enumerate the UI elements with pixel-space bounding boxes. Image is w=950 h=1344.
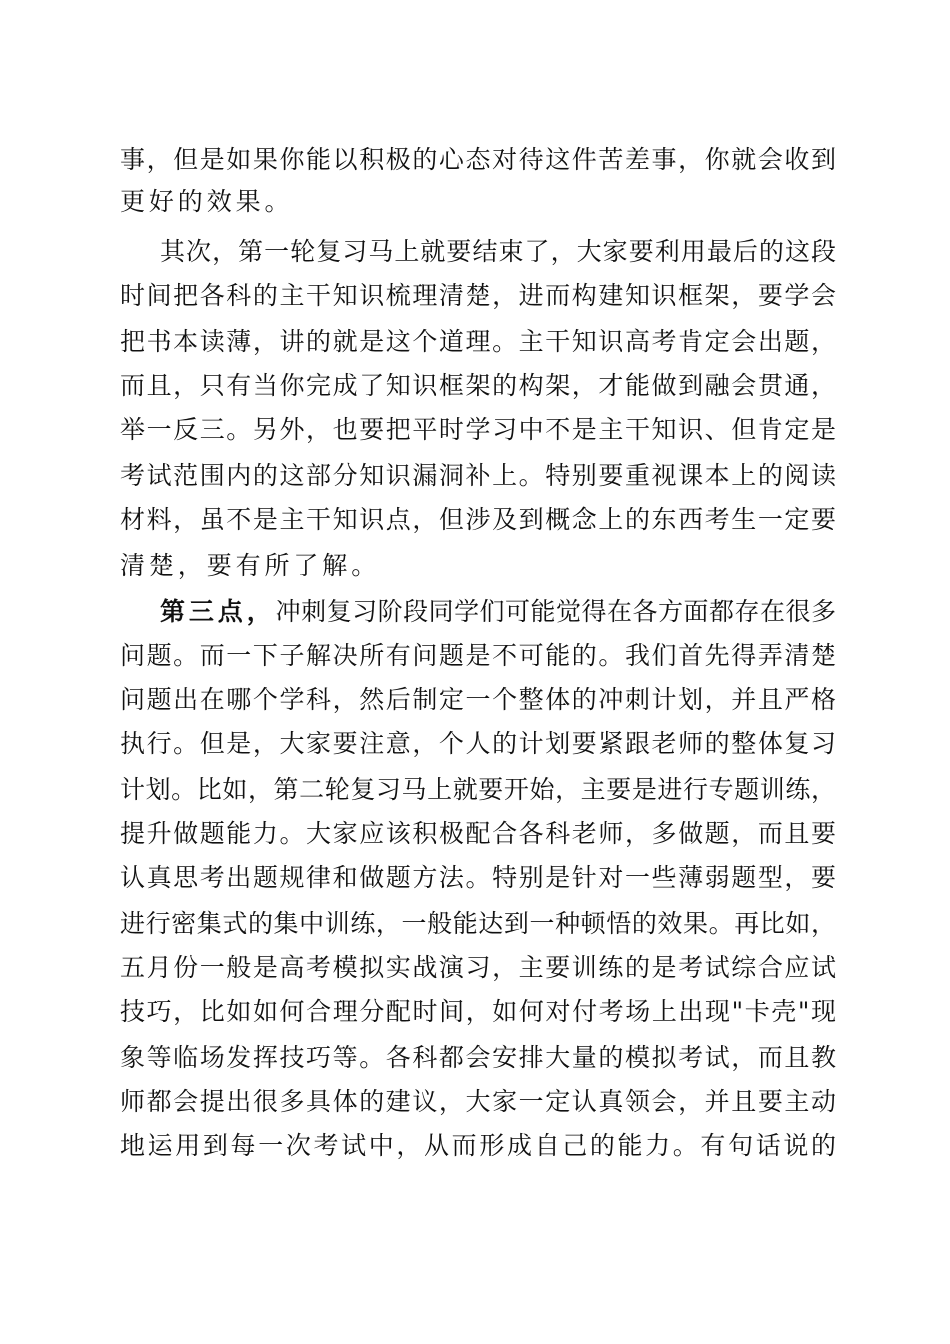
paragraph-3-line-8: 进行密集式的集中训练，一般能达到一种顿悟的效果。再比如， xyxy=(120,909,836,938)
paragraph-3-line-10: 技巧，比如如何合理分配时间，如何对付考场上出现"卡壳"现 xyxy=(120,997,836,1026)
paragraph-3-line-3: 问题出在哪个学科，然后制定一个整体的冲刺计划，并且严格 xyxy=(120,685,836,714)
paragraph-2-line-6: 考试范围内的这部分知识漏洞补上。特别要重视课本上的阅读 xyxy=(120,461,836,490)
paragraph-3-line-7: 认真思考出题规律和做题方法。特别是针对一些薄弱题型，要 xyxy=(120,863,836,892)
paragraph-2-line-2: 时间把各科的主干知识梳理清楚，进而构建知识框架，要学会 xyxy=(120,281,836,310)
paragraph-3-line-4: 执行。但是，大家要注意，个人的计划要紧跟老师的整体复习 xyxy=(120,729,836,758)
paragraph-3-heading: 第三点， xyxy=(160,597,276,626)
paragraph-3-line-9: 五月份一般是高考模拟实战演习，主要训练的是考试综合应试 xyxy=(120,953,836,982)
paragraph-1-line-2: 更好的效果。 xyxy=(120,187,294,216)
paragraph-3-line-1-text: 冲刺复习阶段同学们可能觉得在各方面都存在很多 xyxy=(275,597,836,626)
paragraph-2-line-5: 举一反三。另外，也要把平时学习中不是主干知识、但肯定是 xyxy=(120,415,836,444)
paragraph-2-line-7: 材料，虽不是主干知识点，但涉及到概念上的东西考生一定要 xyxy=(120,505,836,534)
paragraph-2-line-8: 清楚，要有所了解。 xyxy=(120,551,381,580)
paragraph-3-line-5: 计划。比如，第二轮复习马上就要开始，主要是进行专题训练， xyxy=(120,775,836,804)
paragraph-2-line-3: 把书本读薄，讲的就是这个道理。主干知识高考肯定会出题， xyxy=(120,327,836,356)
paragraph-3-line-1 xyxy=(160,592,836,632)
paragraph-1-line-1: 事，但是如果你能以积极的心态对待这件苦差事，你就会收到 xyxy=(120,145,836,174)
paragraph-3-line-11: 象等临场发挥技巧等。各科都会安排大量的模拟考试，而且教 xyxy=(120,1043,836,1072)
paragraph-2-line-4: 而且，只有当你完成了知识框架的构架，才能做到融会贯通， xyxy=(120,371,836,400)
paragraph-3-line-6: 提升做题能力。大家应该积极配合各科老师，多做题，而且要 xyxy=(120,819,836,848)
paragraph-3-line-2: 问题。而一下子解决所有问题是不可能的。我们首先得弄清楚 xyxy=(120,641,836,670)
paragraph-3-line-12: 师都会提出很多具体的建议，大家一定认真领会，并且要主动 xyxy=(120,1087,836,1116)
paragraph-2-line-1: 其次，第一轮复习马上就要结束了，大家要利用最后的这段 xyxy=(160,237,836,266)
paragraph-3-line-13: 地运用到每一次考试中，从而形成自己的能力。有句话说的 xyxy=(120,1131,836,1160)
